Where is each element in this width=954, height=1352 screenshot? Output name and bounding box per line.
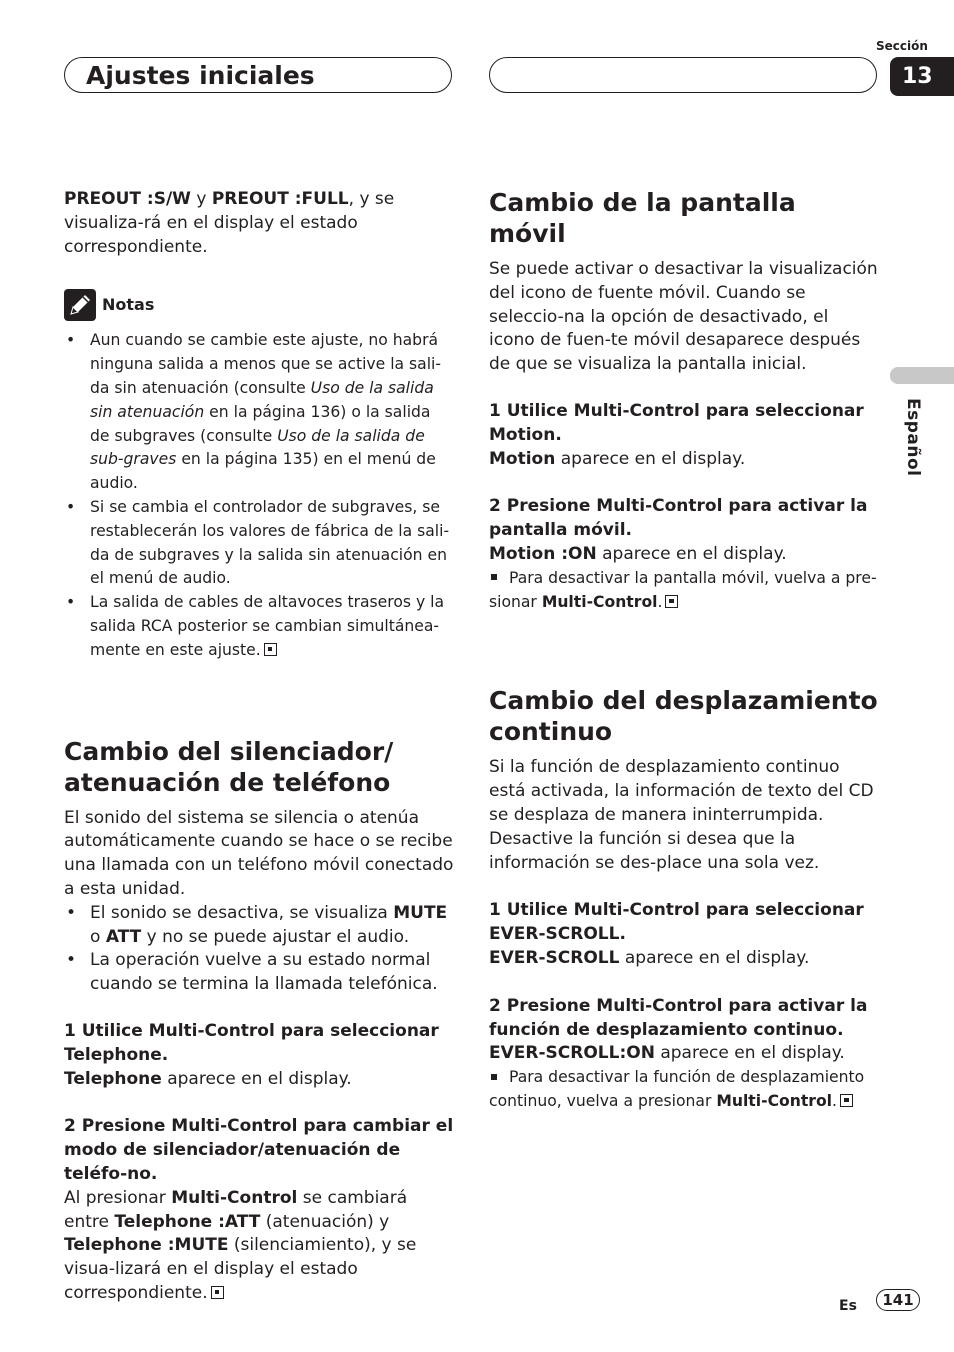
telephone-att-term: Telephone :ATT [114, 1211, 261, 1232]
step-note [489, 567, 879, 615]
ever-scroll-term: EVER-SCROLL [489, 947, 620, 968]
ever-scroll-on-term: EVER-SCROLL:ON [489, 1043, 655, 1064]
bullet-list [64, 902, 454, 997]
footer-language-code: Es [839, 1298, 857, 1314]
list-item [64, 591, 454, 662]
step-text-span: aparece en el display. [619, 947, 810, 968]
step-text-span: Al presionar [64, 1187, 172, 1208]
side-tab-language: Español [903, 398, 923, 477]
multi-control-term: Multi-Control [541, 592, 658, 611]
step-heading: 2 Presione Multi-Control para activar la pantalla móvil. [489, 496, 868, 541]
step-text-span: (atenuación) y [260, 1211, 390, 1232]
note-text: en la página 135) en el menú de audio. [90, 450, 436, 493]
end-mark-icon [264, 643, 277, 656]
bullet-text: La operación vuelve a su estado normal cuando se termina la llamada telefónica. [90, 950, 438, 995]
page-number: 141 [876, 1289, 920, 1311]
list-item [64, 329, 454, 496]
step-heading: 1 Utilice Multi-Control para seleccionar Telephone. [64, 1020, 439, 1065]
section-heading: Cambio del desplazamiento continuo [489, 686, 878, 747]
motion-term: Motion [489, 448, 556, 469]
note-text: Para desactivar la pantalla móvil, vuelva a pre-sionar [489, 568, 877, 611]
step-text-span: se cambiará entre [64, 1187, 408, 1232]
preout-sw-term: PREOUT :S/W [64, 189, 191, 209]
end-mark-icon [840, 1094, 853, 1107]
note-text: Para desactivar la función de desplazamiento continuo, vuelva a presionar [489, 1068, 865, 1110]
section-heading: Cambio de la pantalla móvil [489, 188, 796, 248]
att-term: ATT [105, 926, 142, 947]
step-text [64, 1068, 454, 1092]
step-text [489, 543, 879, 567]
bullet-text: y no se puede ajustar el audio. [141, 926, 410, 947]
note-text: Si se cambia el controlador de subgraves, se restablecerán los valores de fábrica de la sali-da de subgraves y la salida sin atenuación en el menú de audio. [90, 497, 450, 588]
section-number: 13 [890, 57, 954, 96]
note-text: Aun cuando se cambie este ajuste, no habrá ninguna salida a menos que se active la sali-da sin atenuación (consulte [90, 331, 442, 397]
note-text: La salida de cables de altavoces traseros y la salida RCA posterior se cambian simultánea-mente en este ajuste. [90, 593, 445, 659]
step-text-span: aparece en el display. [596, 543, 787, 564]
square-bullet-icon [491, 574, 497, 580]
step-text [489, 448, 879, 472]
note-text: . [832, 1091, 837, 1110]
multi-control-term: Multi-Control [716, 1091, 833, 1110]
list-item [64, 902, 454, 950]
step-heading: 2 Presione Multi-Control para activar la función de desplazamiento continuo. [489, 995, 868, 1040]
page-header-title: Ajustes iniciales [86, 61, 315, 90]
section-label: Sección [876, 39, 928, 53]
note-text: en la página 136) o la salida de subgraves (consulte [90, 402, 431, 445]
section-paragraph: El sonido del sistema se silencia o atenúa automáticamente cuando se hace o se recibe una llamada con un teléfono móvil conectado a esta unidad. [64, 807, 454, 899]
note-text: . [657, 592, 663, 611]
header-empty-frame [489, 57, 877, 93]
telephone-term: Telephone [64, 1068, 162, 1089]
intro-text: , y se visualiza-rá en el display el estado correspondiente. [64, 189, 395, 257]
section-paragraph: Si la función de desplazamiento continuo está activada, la información de texto del CD se desplaza de manera ininterrumpida. Desactive la función si desea que la información se des-place una sola vez. [489, 757, 874, 873]
notes-label: Notas [102, 295, 155, 315]
note-reference: Uso de la salida sin atenuación [90, 378, 434, 421]
section-paragraph: Se puede activar o desactivar la visualización del icono de fuente móvil. Cuando se seleccio-na la opción de desactivado, el icono de fuen-te móvil desaparece después de que se visualiza la pantalla inicial. [489, 259, 878, 375]
step-heading: 2 Presione Multi-Control para cambiar el modo de silenciador/atenuación de teléfo-no. [64, 1116, 454, 1184]
step-text [489, 1042, 879, 1066]
step-text-span: aparece en el display. [654, 1043, 845, 1064]
telephone-mute-term: Telephone :MUTE [64, 1235, 229, 1256]
motion-on-term: Motion :ON [489, 543, 597, 564]
end-mark-icon [665, 595, 678, 608]
end-mark-icon [211, 1286, 224, 1299]
list-item [64, 496, 454, 591]
right-column [489, 187, 879, 1114]
step-text-span: aparece en el display. [555, 448, 746, 469]
pencil-note-icon [64, 289, 96, 321]
bullet-text: El sonido se desactiva, se visualiza [90, 902, 394, 923]
step-text [64, 1187, 454, 1306]
step-note [489, 1066, 879, 1114]
side-tab-marker [890, 367, 954, 384]
step-text-span: aparece en el display. [161, 1068, 352, 1089]
mute-term: MUTE [393, 902, 448, 923]
section-heading: Cambio del silenciador/ atenuación de teléfono [64, 736, 394, 797]
intro-paragraph [64, 188, 454, 259]
step-text-span: (silenciamiento), y se visua-lizará en el display el estado correspondiente. [64, 1235, 417, 1303]
preout-full-term: PREOUT :FULL [211, 189, 349, 209]
left-column [64, 188, 454, 1306]
multi-control-term: Multi-Control [171, 1187, 298, 1208]
notes-header [64, 289, 454, 321]
square-bullet-icon [491, 1074, 497, 1080]
bullet-text: o [90, 926, 106, 947]
step-heading: 1 Utilice Multi-Control para seleccionar Motion. [489, 400, 864, 445]
notes-list [64, 329, 454, 662]
note-reference: Uso de la salida de sub-graves [90, 426, 425, 469]
step-text [489, 947, 879, 971]
step-heading: 1 Utilice Multi-Control para seleccionar EVER-SCROLL. [489, 900, 864, 945]
list-item [64, 949, 454, 997]
intro-text: y [190, 189, 212, 209]
